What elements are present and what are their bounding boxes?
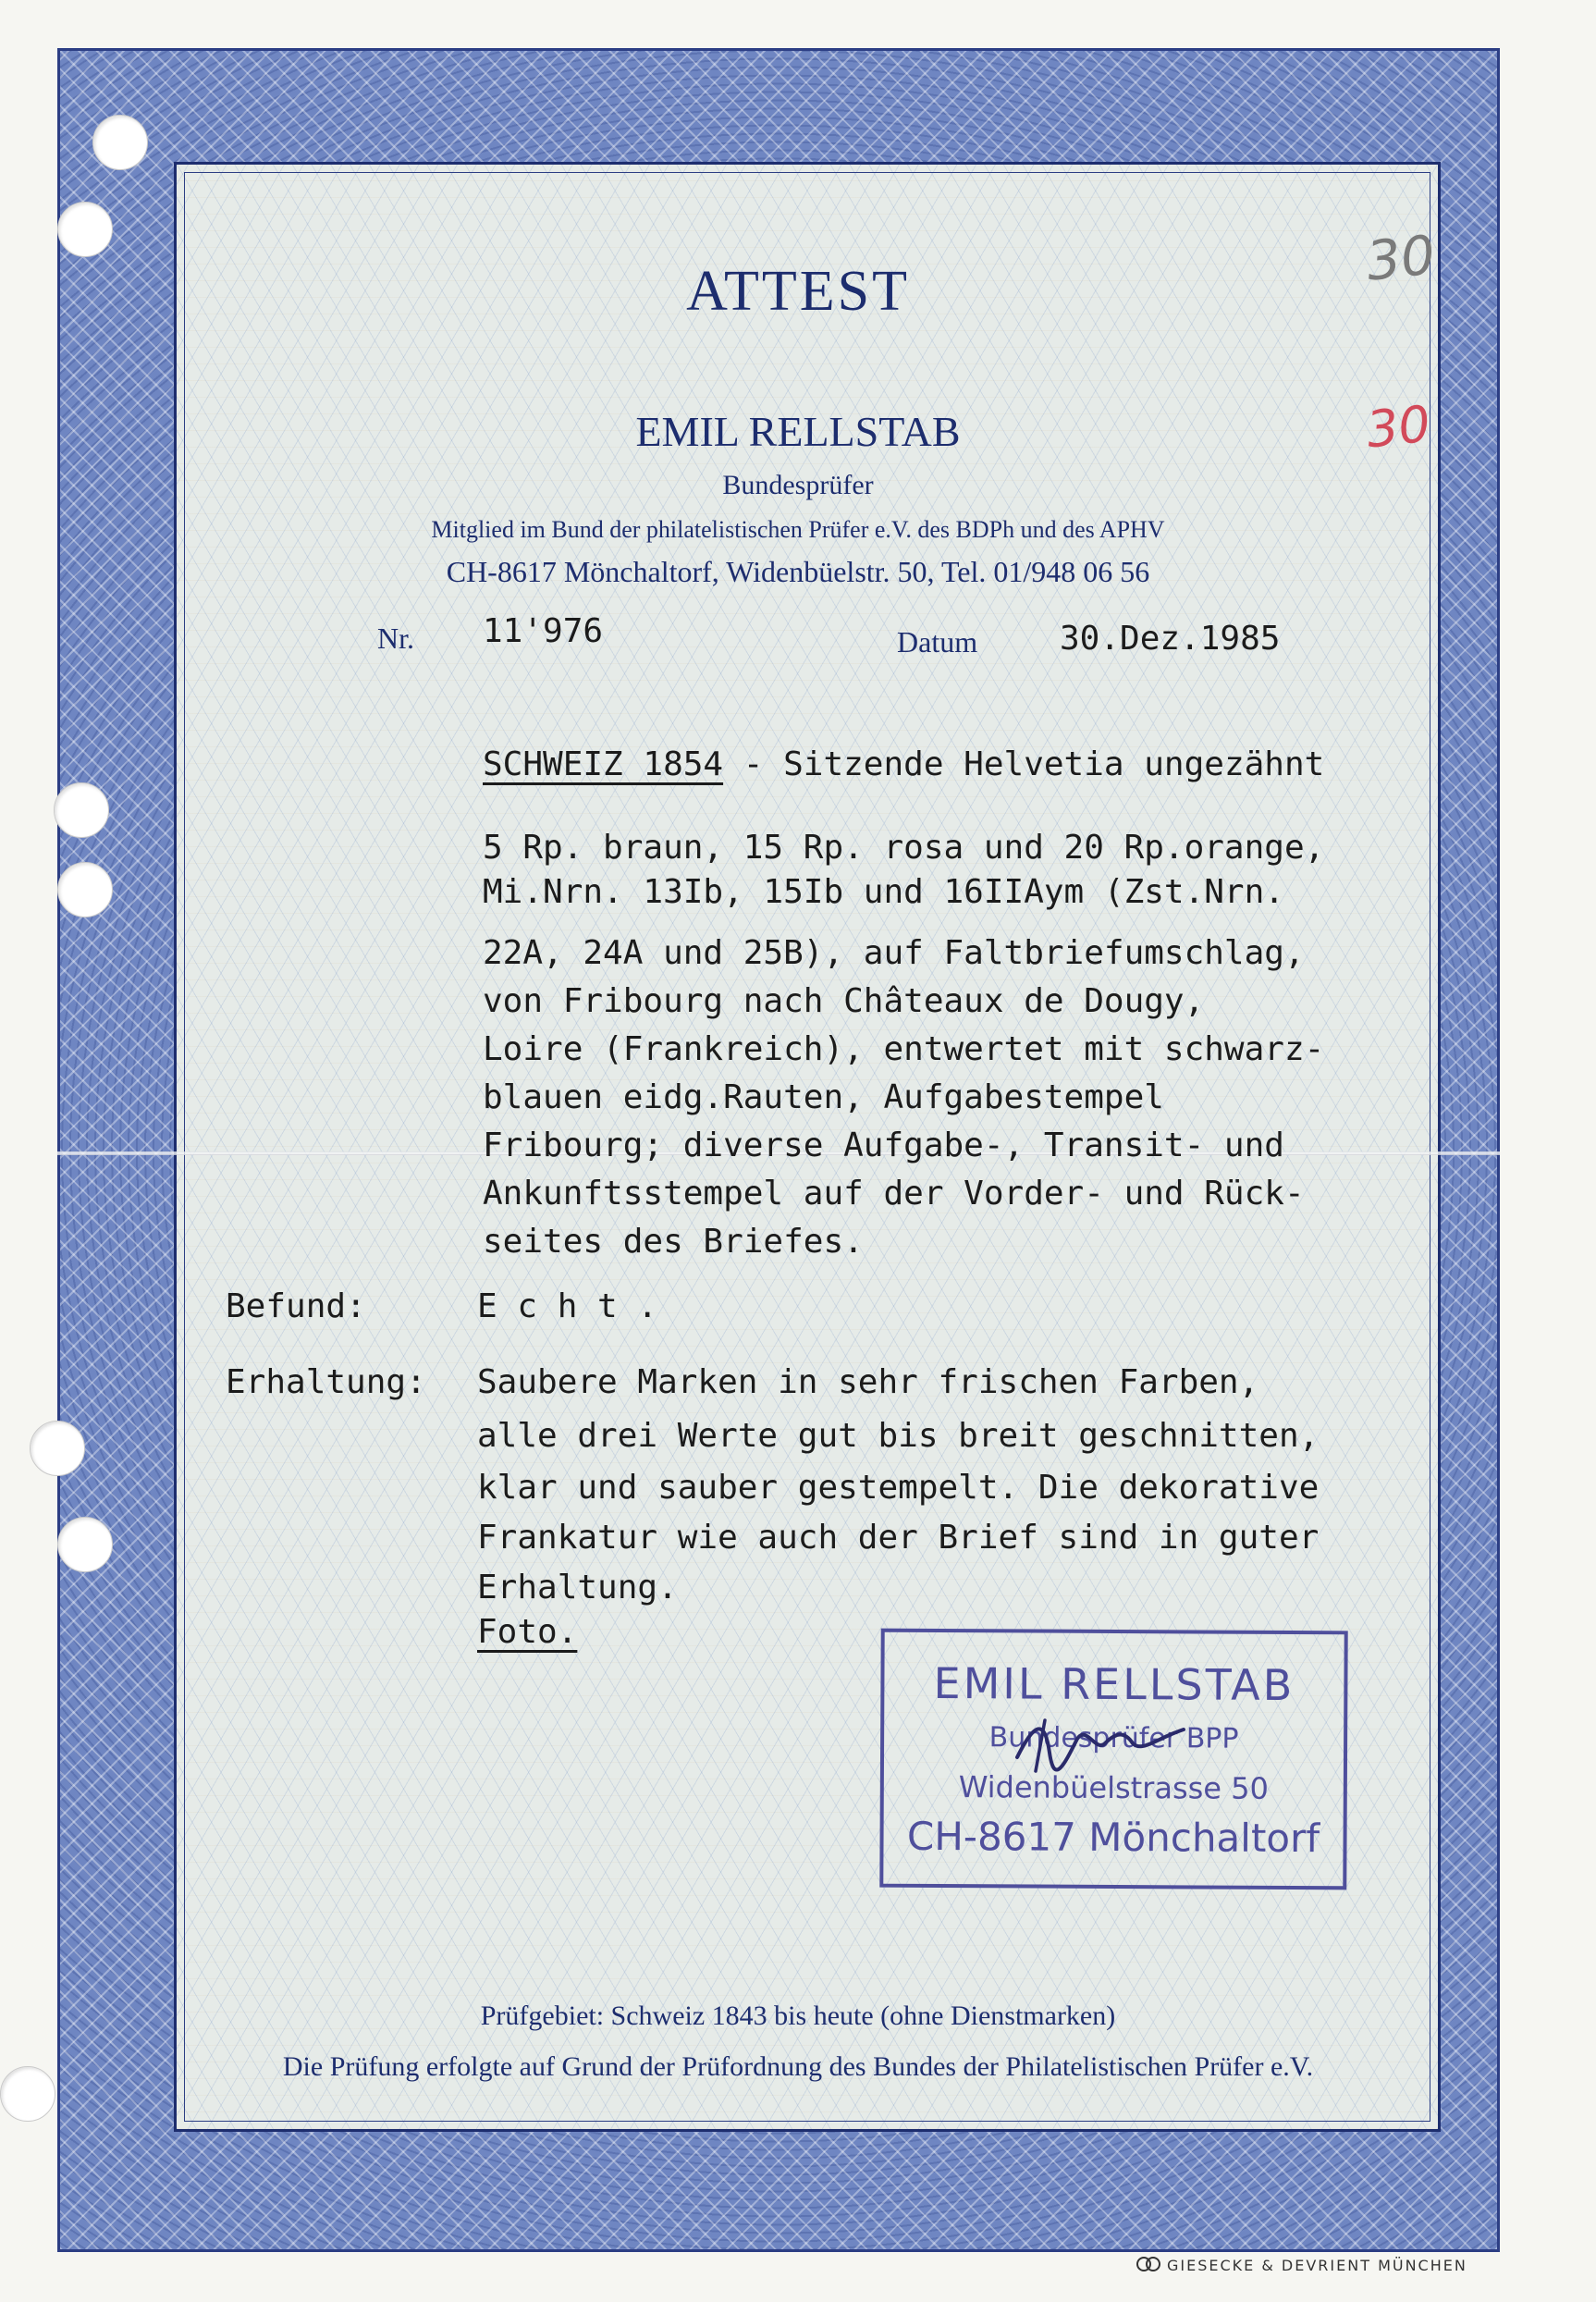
pencil-note: 30 (1363, 223, 1439, 293)
membership-line: Mitglied im Bund der philatelistischen Prüfer e.V. des BDPh und des APHV (431, 516, 1165, 543)
certificate-date: 30.Dez.1985 (1060, 620, 1281, 658)
punch-hole (57, 1517, 113, 1572)
subject-title: - Sitzende Helvetia ungezähnt (723, 745, 1325, 783)
description-line: seites des Briefes. (483, 1223, 864, 1261)
examination-scope: Prüfgebiet: Schweiz 1843 bis heute (ohne Dienstmarken) (480, 2000, 1116, 2031)
description-line: 22A, 24A und 25B), auf Faltbriefumschlag, (483, 934, 1305, 972)
printer-logo-icon (1136, 2255, 1161, 2273)
number-label: Nr. (377, 622, 414, 655)
condition-line: alle drei Werte gut bis breit geschnitten, (477, 1417, 1320, 1455)
certificate-number: 11'976 (483, 612, 604, 650)
description-line: 5 Rp. braun, 15 Rp. rosa und 20 Rp.orange, (483, 829, 1325, 867)
examiner-role: Bundesprüfer (722, 470, 874, 500)
punch-hole (57, 862, 113, 917)
description-line: Fribourg; diverse Aufgabe-, Transit- und (483, 1126, 1284, 1164)
stamp-street: Widenbüelstrasse 50 (958, 1769, 1270, 1806)
punch-hole (30, 1421, 85, 1476)
condition-line: klar und sauber gestempelt. Die dekorative (477, 1469, 1320, 1507)
stamp-name: EMIL RELLSTAB (933, 1657, 1295, 1711)
condition-label: Erhaltung: (226, 1363, 426, 1401)
handwritten-signature (1008, 1702, 1193, 1776)
certificate-title: ATTEST (686, 260, 910, 323)
punch-hole (54, 782, 109, 838)
subject-heading (483, 745, 1324, 783)
description-line: Ankunftsstempel auf der Vorder- und Rück- (483, 1175, 1305, 1213)
stamp-role: Bundesprüfer BPP (988, 1721, 1239, 1755)
date-label: Datum (897, 625, 978, 659)
examination-basis: Die Prüfung erfolgte auf Grund der Prüfordnung des Bundes der Philatelistischen Prüfer e.V. (282, 2051, 1314, 2082)
findings-label: Befund: (226, 1287, 366, 1325)
description-line: Mi.Nrn. 13Ib, 15Ib und 16IIAym (Zst.Nrn. (483, 873, 1284, 911)
description-line: von Fribourg nach Châteaux de Dougy, (483, 982, 1205, 1020)
examiner-name: EMIL RELLSTAB (635, 408, 961, 455)
condition-line: Frankatur wie auch der Brief sind in guter (477, 1519, 1320, 1557)
stamp-city: CH-8617 Mönchaltorf (906, 1813, 1320, 1862)
punch-hole (57, 202, 113, 257)
printer-imprint: GIESECKE & DEVRIENT MÜNCHEN (1167, 2257, 1467, 2274)
subject-country-year: SCHWEIZ 1854 (483, 745, 724, 783)
condition-line: Saubere Marken in sehr frischen Farben, (477, 1363, 1259, 1401)
description-line: Loire (Frankreich), entwertet mit schwarz- (483, 1030, 1325, 1068)
punch-hole (92, 115, 148, 170)
condition-line: Erhaltung. (477, 1569, 678, 1606)
examiner-address: CH-8617 Mönchaltorf, Widenbüelstr. 50, Tel. 01/948 06 56 (446, 555, 1150, 588)
findings-value: E c h t . (477, 1287, 658, 1325)
red-pencil-note: 30 (1363, 394, 1433, 460)
description-line: blauen eidg.Rauten, Aufgabestempel (483, 1078, 1164, 1116)
photo-note: Foto. (477, 1613, 578, 1651)
